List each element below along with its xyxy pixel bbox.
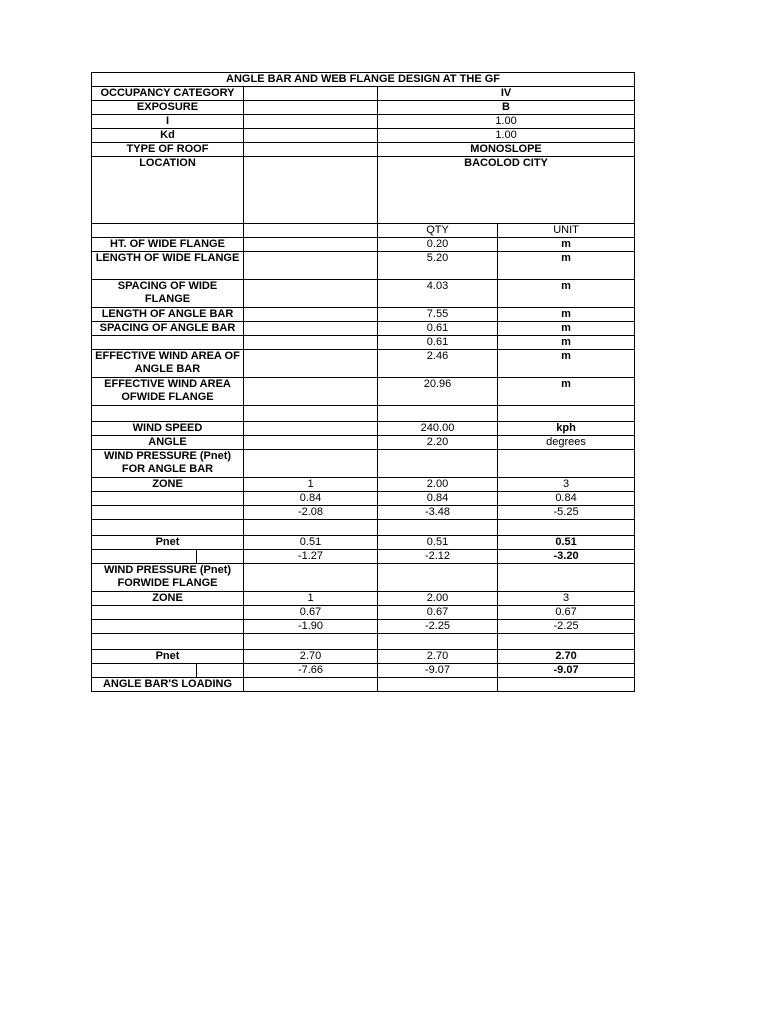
exposure-label: EXPOSURE xyxy=(92,101,244,115)
dim-label: EFFECTIVE WIND AREA OFWIDE FLANGE xyxy=(92,378,244,406)
occupancy-label: OCCUPANCY CATEGORY xyxy=(92,87,244,101)
wide-flange-heading: WIND PRESSURE (Pnet) FORWIDE FLANGE xyxy=(92,564,244,592)
wind-speed-unit: kph xyxy=(498,422,635,436)
occupancy-spacer xyxy=(244,87,378,101)
zone-value: 1 xyxy=(244,478,378,492)
dim-label: SPACING OF ANGLE BAR xyxy=(92,322,244,336)
dim-unit: m xyxy=(498,336,635,350)
pnet-value: 2.70 xyxy=(498,650,635,664)
dim-qty: 4.03 xyxy=(378,280,498,308)
occupancy-value: IV xyxy=(378,87,635,101)
pressure-value: 0.67 xyxy=(378,606,498,620)
pressure-value: 0.84 xyxy=(378,492,498,506)
exposure-value: B xyxy=(378,101,635,115)
angle-label: ANGLE xyxy=(92,436,244,450)
wind-speed-qty: 240.00 xyxy=(378,422,498,436)
dim-label: SPACING OF WIDE FLANGE xyxy=(92,280,244,308)
dim-label: LENGTH OF ANGLE BAR xyxy=(92,308,244,322)
pressure-value: 0.84 xyxy=(498,492,635,506)
zone-value: 1 xyxy=(244,592,378,606)
pressure-value: 0.67 xyxy=(498,606,635,620)
dim-unit: m xyxy=(498,322,635,336)
pressure-value: 0.67 xyxy=(244,606,378,620)
pnet-value: 2.70 xyxy=(378,650,498,664)
wind-speed-label: WIND SPEED xyxy=(92,422,244,436)
dim-label: LENGTH OF WIDE FLANGE xyxy=(92,252,244,280)
zone-value: 2.00 xyxy=(378,478,498,492)
qty-header: QTY xyxy=(378,224,498,238)
pnet-value: -2.12 xyxy=(378,550,498,564)
zone-value: 2.00 xyxy=(378,592,498,606)
pnet-value: -7.66 xyxy=(244,664,378,678)
pressure-value: -5.25 xyxy=(498,506,635,520)
location-value: BACOLOD CITY xyxy=(378,157,635,224)
dim-unit: m xyxy=(498,280,635,308)
importance-value: 1.00 xyxy=(378,115,635,129)
pnet-value: -1.27 xyxy=(244,550,378,564)
table-title: ANGLE BAR AND WEB FLANGE DESIGN AT THE GF xyxy=(92,73,635,87)
pnet-value: 0.51 xyxy=(498,536,635,550)
pnet-value: 0.51 xyxy=(244,536,378,550)
angle-unit: degrees xyxy=(498,436,635,450)
dim-unit: m xyxy=(498,378,635,406)
dim-qty: 0.20 xyxy=(378,238,498,252)
pressure-value: 0.84 xyxy=(244,492,378,506)
pnet-label: Pnet xyxy=(92,536,244,550)
unit-header: UNIT xyxy=(498,224,635,238)
dim-unit: m xyxy=(498,350,635,378)
importance-label: I xyxy=(92,115,244,129)
location-label: LOCATION xyxy=(92,157,244,224)
angle-bar-heading: WIND PRESSURE (Pnet) FOR ANGLE BAR xyxy=(92,450,244,478)
dim-qty: 0.61 xyxy=(378,336,498,350)
pressure-value: -2.25 xyxy=(498,620,635,634)
angle-qty: 2.20 xyxy=(378,436,498,450)
roof-value: MONOSLOPE xyxy=(378,143,635,157)
loading-label: ANGLE BAR'S LOADING xyxy=(92,678,244,692)
dim-qty: 20.96 xyxy=(378,378,498,406)
dim-qty: 2.46 xyxy=(378,350,498,378)
pressure-value: -2.25 xyxy=(378,620,498,634)
zone-label: ZONE xyxy=(92,592,244,606)
pressure-value: -2.08 xyxy=(244,506,378,520)
dim-unit: m xyxy=(498,238,635,252)
pressure-value: -3.48 xyxy=(378,506,498,520)
pnet-value: -3.20 xyxy=(498,550,635,564)
zone-value: 3 xyxy=(498,478,635,492)
pnet-value: 0.51 xyxy=(378,536,498,550)
dim-unit: m xyxy=(498,252,635,280)
kd-value: 1.00 xyxy=(378,129,635,143)
dim-label: HT. OF WIDE FLANGE xyxy=(92,238,244,252)
pnet-value: 2.70 xyxy=(244,650,378,664)
pressure-value: -1.90 xyxy=(244,620,378,634)
dim-qty: 7.55 xyxy=(378,308,498,322)
roof-label: TYPE OF ROOF xyxy=(92,143,244,157)
pnet-label: Pnet xyxy=(92,650,244,664)
zone-label: ZONE xyxy=(92,478,244,492)
dim-label xyxy=(92,336,244,350)
dim-unit: m xyxy=(498,308,635,322)
pnet-value: -9.07 xyxy=(378,664,498,678)
zone-value: 3 xyxy=(498,592,635,606)
dim-qty: 5.20 xyxy=(378,252,498,280)
dim-label: EFFECTIVE WIND AREA OF ANGLE BAR xyxy=(92,350,244,378)
kd-label: Kd xyxy=(92,129,244,143)
design-table xyxy=(91,72,635,692)
dim-qty: 0.61 xyxy=(378,322,498,336)
pnet-value: -9.07 xyxy=(498,664,635,678)
